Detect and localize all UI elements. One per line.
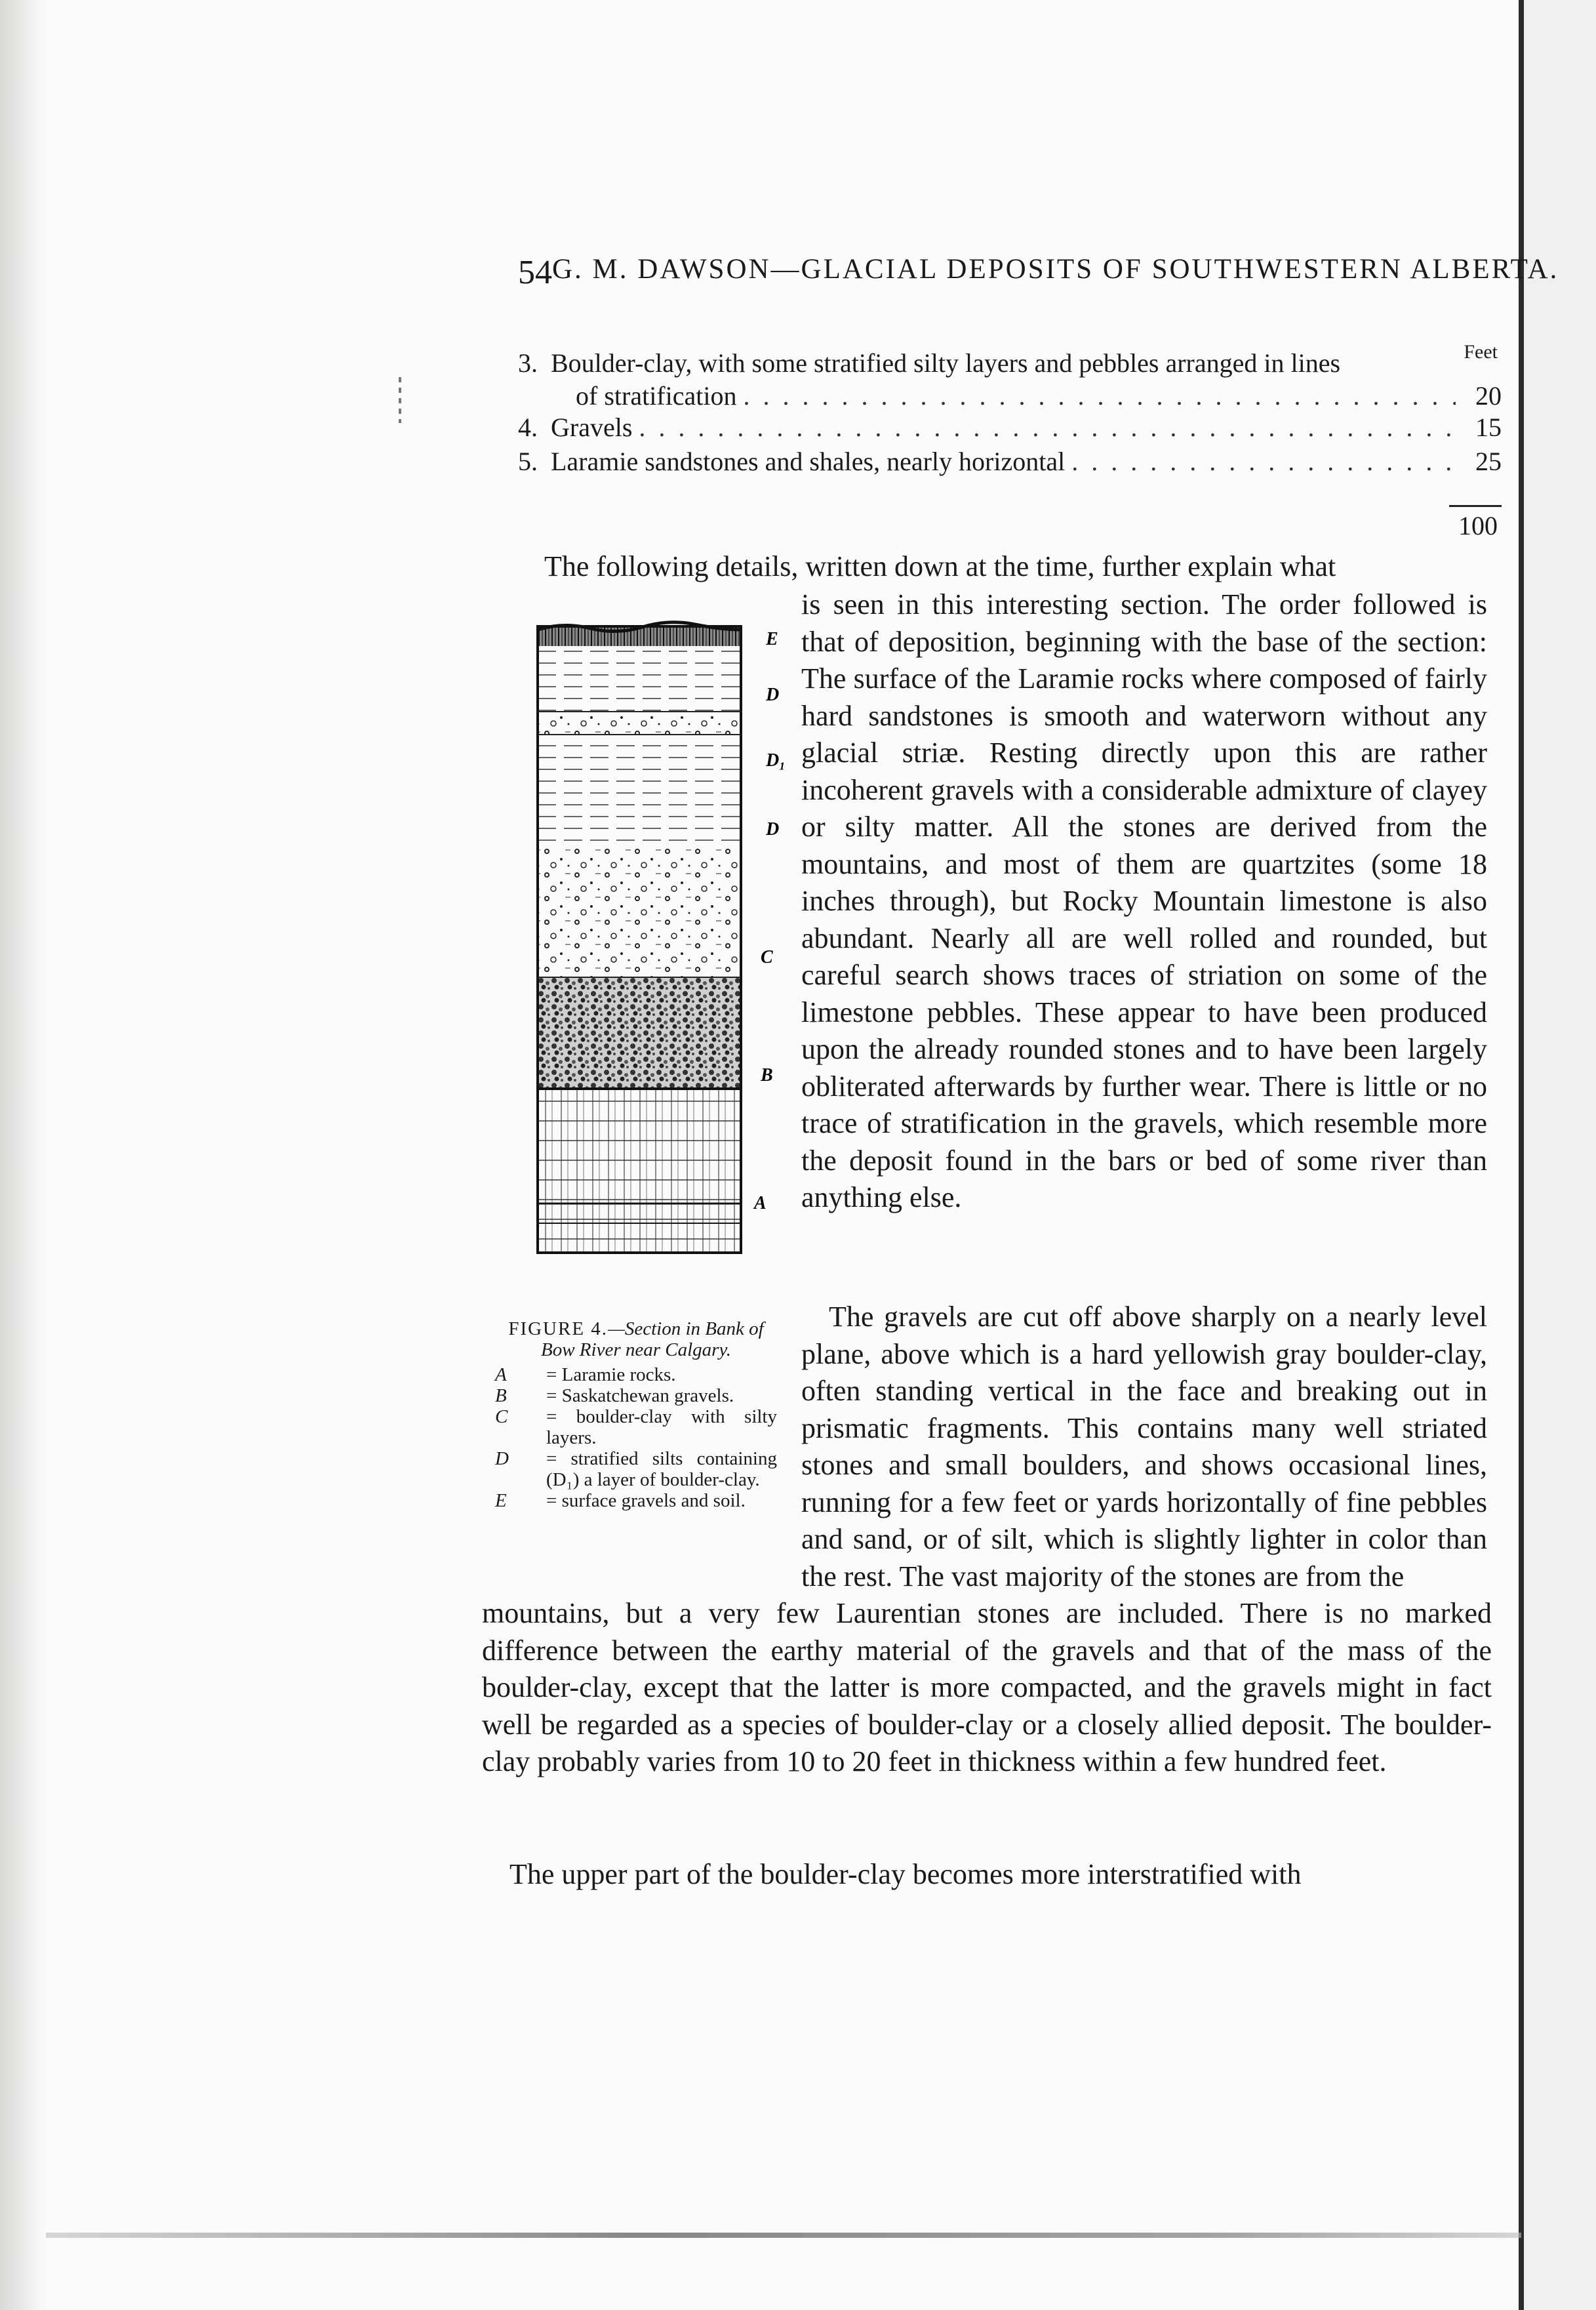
caption-key-row xyxy=(495,1364,777,1385)
leader-dots xyxy=(743,380,1456,412)
layer-label: D₁ xyxy=(766,750,786,771)
key-text: = Laramie rocks. xyxy=(546,1364,676,1385)
layer-label: B xyxy=(761,1065,773,1085)
row-value: 20 xyxy=(1475,381,1502,411)
layer-label: A xyxy=(754,1193,767,1213)
stratigraphic-section-figure xyxy=(511,610,800,1292)
figure-caption xyxy=(495,1318,777,1511)
row-number: 4. xyxy=(518,413,538,442)
caption-key-row xyxy=(495,1490,777,1511)
layer-label: E xyxy=(766,629,778,649)
layer-b-gravels xyxy=(538,977,741,1089)
key-text: = stratified silts containing (D₁) a layer of boulder-clay. xyxy=(546,1448,777,1490)
caption-key-row xyxy=(495,1406,777,1448)
row-label: Gravels xyxy=(551,413,633,442)
table-total: 100 xyxy=(1458,511,1498,540)
table-row xyxy=(518,446,1502,477)
paragraph-text: The gravels are cut off above sharply on a nearly level plane, above which is a hard yellowish gray boulder-clay, often standing vertical in the face and breaking out in prismatic fragments. This contains many well striated stones and small boulders, and shows occasional lines, running for a few feet or yards horizontally of fine pebbles and sand, or of silt, which is slightly lighter in color than the rest. The vast majority of the stones are from the xyxy=(801,1301,1487,1592)
running-title: G. M. DAWSON—GLACIAL DEPOSITS OF SOUTHWESTERN ALBERTA. xyxy=(552,254,1559,285)
table-row xyxy=(518,412,1502,443)
running-head xyxy=(518,253,1559,292)
row-label: Laramie sandstones and shales, nearly horizontal xyxy=(551,447,1066,476)
paragraph-text: is seen in this interesting section. The order followed is that of deposition, beginning with the base of the section: The surface of the Laramie rocks where composed of fairly hard sandstones is smooth and waterworn without any glacial striæ. Resting directly upon this are rather incoherent gravels with a considerable admixture of clayey or silty matter. All the stones are derived from the mountains, and most of them are quartzites (some 18 inches through), but Rocky Mountain limestone is also abundant. Nearly all are well rolled and rounded, but careful search shows traces of striation on some of the limestone pebbles. These appear to have been produced upon the already rounded stones and to have been largely obliterated afterwards by further wear. There is little or no trace of stratification in the gravels, which resemble more the deposit found in the bars or bed of some river than anything else. xyxy=(801,588,1487,1213)
row-value: 15 xyxy=(1475,413,1502,442)
leader-dots xyxy=(1071,446,1456,477)
paragraph-lead: The following details, written down at the time, further explain what xyxy=(544,550,1336,582)
caption-key-row xyxy=(495,1385,777,1406)
key-letter: B xyxy=(495,1385,507,1406)
row-number: 3. xyxy=(518,348,538,378)
layer-d-upper xyxy=(538,646,741,712)
caption-key-row xyxy=(495,1448,777,1490)
leader-dots xyxy=(639,412,1456,443)
row-number: 5. xyxy=(518,447,538,476)
row-label: of stratification xyxy=(576,381,737,411)
key-letter: D xyxy=(495,1448,509,1469)
layer-label: D xyxy=(766,819,780,840)
page-number: 54 xyxy=(518,254,552,291)
table-row-continuation xyxy=(576,380,1502,412)
layer-label: C xyxy=(761,947,773,967)
caption-title xyxy=(495,1318,777,1360)
page-gutter-shadow xyxy=(0,0,46,2310)
key-text: = Saskatchewan gravels. xyxy=(546,1385,734,1406)
table-row xyxy=(518,348,1502,379)
table-unit-label: Feet xyxy=(1464,341,1498,363)
scan-artifact-line xyxy=(46,2233,1521,2238)
caption-number: FIGURE 4. xyxy=(508,1318,608,1339)
layer-d1-boulder-clay xyxy=(538,712,741,735)
paragraph-text: mountains, but a very few Laurentian stones are included. There is no marked difference between the earthy material of the gravels and that of the mass of the boulder-clay, except that the latter is more compacted, and the gravels might in fact well be regarded as a species of boulder-clay or a closely allied deposit. The boulder-clay probably varies from 10 to 20 feet in thickness within a few hundred feet. xyxy=(482,1597,1492,1777)
layer-a-laramie xyxy=(538,1089,741,1253)
margin-mark xyxy=(399,377,401,423)
key-letter: A xyxy=(495,1364,507,1385)
caption-name: —Section in Bank of Bow River near Calgary. xyxy=(541,1318,764,1360)
paragraph-text: The upper part of the boulder-clay becomes more interstratified with xyxy=(509,1858,1302,1890)
key-letter: E xyxy=(495,1490,507,1511)
total-rule xyxy=(1449,505,1502,507)
row-value: 25 xyxy=(1475,447,1502,476)
layer-label: D xyxy=(766,685,780,705)
key-text: = surface gravels and soil. xyxy=(546,1490,746,1511)
page-edge xyxy=(1519,0,1596,2310)
row-label: Boulder-clay, with some stratified silty layers and pebbles arranged in lines xyxy=(551,348,1341,378)
layer-d-lower xyxy=(538,735,741,846)
key-text: = boulder-clay with silty layers. xyxy=(546,1406,777,1448)
layer-c-boulder-clay xyxy=(538,846,741,977)
key-letter: C xyxy=(495,1406,508,1427)
